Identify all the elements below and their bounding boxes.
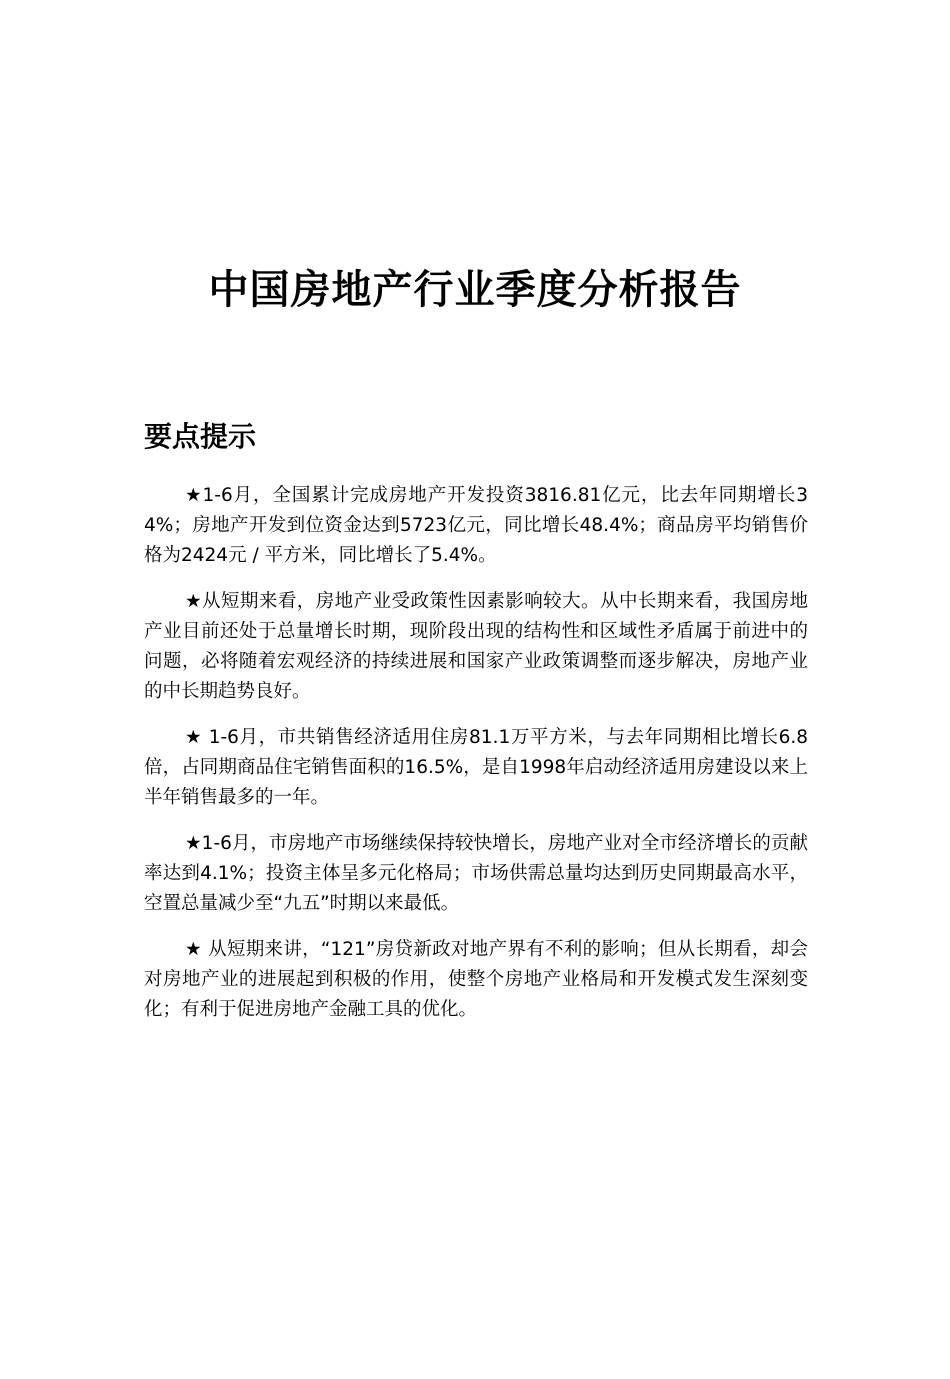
- key-points-body: [144, 481, 808, 1041]
- key-point-paragraph: ★1-6月，市房地产市场继续保持较快增长，房地产业对全市经济增长的贡献率达到4.1%；投资主体呈多元化格局；市场供需总量均达到历史同期最高水平，空置总量减少至“九五”时期以来最低。: [144, 833, 808, 914]
- document-title: 中国房地产行业季度分析报告: [208, 267, 742, 313]
- key-point-paragraph: ★从短期来看，房地产业受政策性因素影响较大。从中长期来看，我国房地产业目前还处于总量增长时期，现阶段出现的结构性和区域性矛盾属于前进中的问题，必将随着宏观经济的持续进展和国家产业政策调整而逐步解决，房地产业的中长期趋势良好。: [144, 591, 808, 702]
- key-point-paragraph: ★ 从短期来讲，“121”房贷新政对地产界有不利的影响；但从长期看，却会对房地产业的进展起到积极的作用，使整个房地产业格局和开发模式发生深刻变化；有利于促进房地产金融工具的优化。: [144, 939, 808, 1020]
- key-point-paragraph: ★ 1-6月，市共销售经济适用住房81.1万平方米，与去年同期相比增长6.8倍，占同期商品住宅销售面积的16.5%，是自1998年启动经济适用房建设以来上半年销售最多的一年。: [144, 727, 808, 808]
- key-point-paragraph: ★1-6月，全国累计完成房地产开发投资3816.81亿元，比去年同期增长34%；房地产开发到位资金达到5723亿元，同比增长48.4%；商品房平均销售价格为2424元 / 平方米，同比增长了5.4%。: [144, 485, 808, 566]
- section-heading-key-points: 要点提示: [144, 420, 257, 453]
